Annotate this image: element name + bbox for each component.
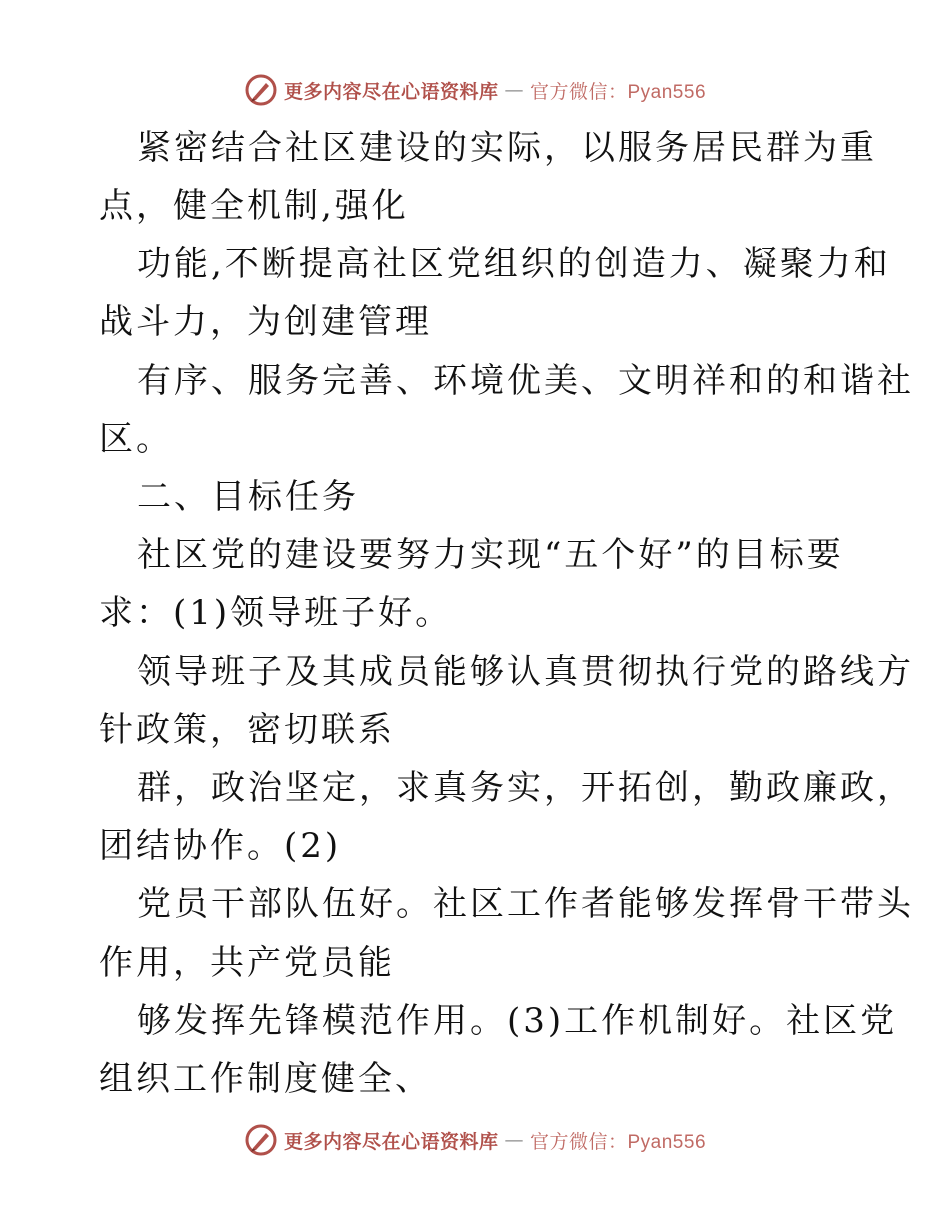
paragraph-line: 紧密结合社区建设的实际，以服务居民群为重 [137, 128, 877, 168]
watermark-account-text: 官方微信：Pyan556 [530, 81, 707, 103]
paragraph-line: 区。 [99, 419, 173, 459]
paragraph-line: 团结协作。(2) [99, 826, 342, 866]
watermark-separator: — [504, 79, 524, 101]
footer-watermark [0, 1120, 950, 1160]
section-heading: 二、目标任务 [137, 477, 359, 517]
paragraph-line: 组织工作制度健全、 [99, 1059, 432, 1099]
paragraph-line: 有序、服务完善、环境优美、文明祥和的和谐社 [137, 361, 914, 401]
paragraph-line: 点，健全机制,强化 [99, 186, 409, 226]
watermark-main-text: 更多内容尽在心语资料库 [283, 1130, 499, 1153]
paragraph-line: 够发挥先锋模范作用。(3)工作机制好。社区党 [137, 1001, 898, 1041]
paragraph-line: 针政策，密切联系 [99, 710, 395, 750]
paragraph-line: 战斗力，为创建管理 [99, 302, 432, 342]
paragraph-line: 群，政治坚定，求真务实，开拓创，勤政廉政， [137, 768, 914, 808]
pen-logo-icon [244, 1123, 278, 1157]
paragraph-line: 求：(1)领导班子好。 [99, 593, 453, 633]
paragraph-line: 社区党的建设要努力实现“五个好”的目标要 [137, 535, 844, 575]
watermark-separator: — [504, 1129, 524, 1151]
paragraph-line: 作用，共产党员能 [99, 943, 395, 983]
paragraph-line: 领导班子及其成员能够认真贯彻执行党的路线方 [137, 652, 914, 692]
watermark-account-text: 官方微信：Pyan556 [530, 1131, 707, 1153]
paragraph-line: 功能,不断提高社区党组织的创造力、凝聚力和 [137, 244, 891, 284]
watermark-main-text: 更多内容尽在心语资料库 [283, 80, 499, 103]
paragraph-line: 党员干部队伍好。社区工作者能够发挥骨干带头 [137, 884, 914, 924]
